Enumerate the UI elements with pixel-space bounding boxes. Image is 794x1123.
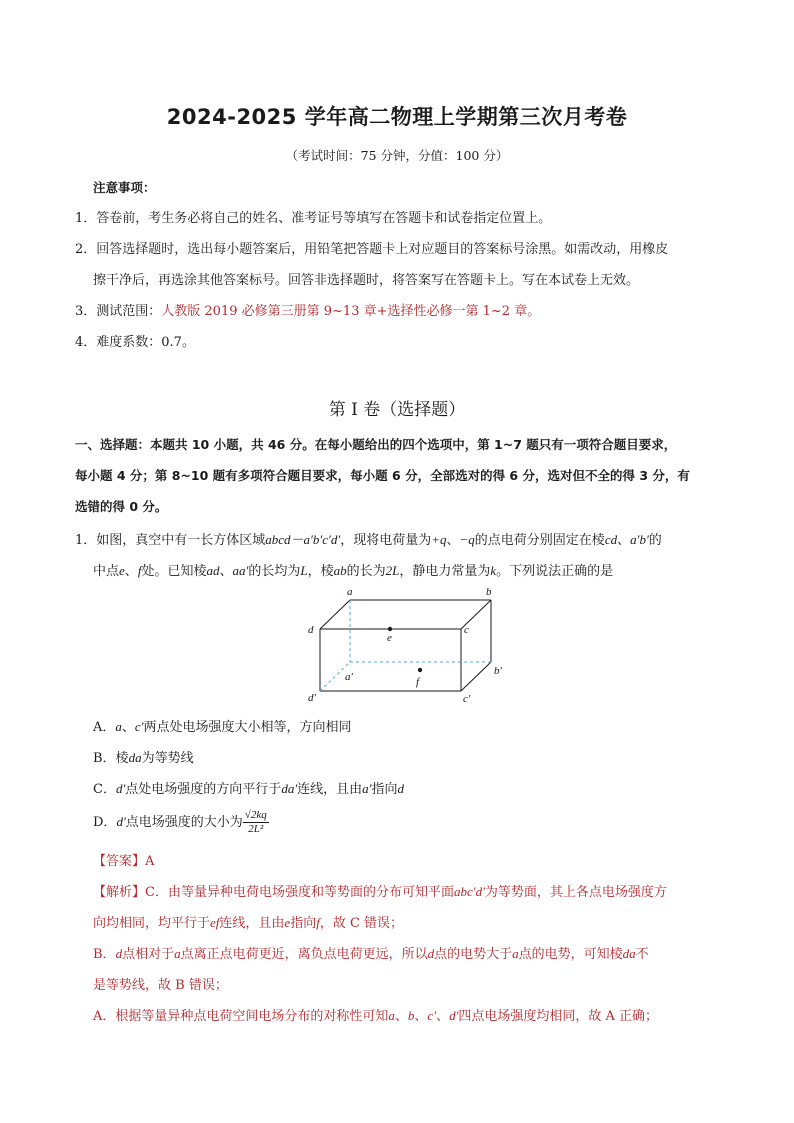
- label-d-prime: d′: [308, 692, 316, 704]
- option-text: 为等势线: [141, 751, 194, 766]
- point-e: [388, 627, 392, 631]
- label-b-prime: b′: [494, 665, 502, 677]
- analysis-var: da: [622, 946, 636, 961]
- label-e: e: [387, 632, 392, 644]
- label-b: b: [486, 586, 492, 598]
- stem-var: cd: [604, 532, 618, 547]
- stem-var: k: [490, 563, 497, 578]
- option-text: 连线，且由: [297, 782, 363, 797]
- analysis-text: 点的电势大于: [434, 947, 513, 962]
- analysis-text: 、: [436, 1009, 450, 1024]
- stem-text: 、: [617, 533, 631, 548]
- analysis-text: 向均相同，均平行于: [93, 916, 211, 931]
- stem-var: f: [137, 563, 142, 578]
- stem-var: ab: [333, 563, 347, 578]
- analysis-text: A．根据等量异种点电荷空间电场分布的对称性可知: [93, 1009, 389, 1024]
- stem-text: ，现将电荷量为: [340, 533, 432, 548]
- fraction-numerator: √2kq: [244, 809, 267, 821]
- stem-text: 的长均为: [248, 564, 301, 579]
- analysis-var: e: [284, 915, 291, 930]
- analysis-var: ef: [210, 915, 220, 930]
- stem-text: 的: [648, 533, 662, 548]
- option-var: da′: [281, 781, 298, 796]
- analysis-text: 不: [635, 947, 649, 962]
- analysis-text: 、: [414, 1009, 428, 1024]
- option-text: 两点处电场强度大小相等，方向相同: [143, 720, 352, 735]
- stem-var: −q: [459, 532, 475, 547]
- analysis-text: 、: [394, 1009, 408, 1024]
- field-strength-fraction: [243, 809, 269, 836]
- answer-line: 【答案】A: [93, 854, 155, 869]
- stem-text: ，静电力常量为: [399, 564, 491, 579]
- analysis-line-1: [93, 881, 667, 900]
- stem-var: aa′: [232, 563, 249, 578]
- analysis-text: B．: [93, 947, 116, 962]
- analysis-text: 四点电场强度均相同，故 A 正确；: [458, 1009, 659, 1024]
- exam-subtitle: （考试时间：75 分钟，分值：100 分）: [285, 148, 509, 163]
- stem-text: 。下列说法正确的是: [496, 564, 614, 579]
- stem-var: 2L: [385, 563, 400, 578]
- notice-item-2-line-2: 擦干净后，再选涂其他答案标号。回答非选择题时，将答案写在答题卡上。写在本试卷上无效。: [93, 273, 640, 288]
- notice-item-3-label: 3．测试范围：: [75, 304, 162, 319]
- option-d: [93, 807, 269, 838]
- analysis-line-3: [93, 943, 649, 962]
- instructions-line-1: 一、选择题：本题共 10 小题，共 46 分。在每小题给出的四个选项中，第 1~7 题只有一项符合题目要求，: [75, 437, 677, 452]
- analysis-text: 点离正点电荷更近，离负点电荷更远，所以: [180, 947, 428, 962]
- analysis-text: 点相对于: [122, 947, 175, 962]
- analysis-text: 连线，且由: [219, 916, 285, 931]
- analysis-var: f: [316, 915, 320, 930]
- stem-text: 中点: [93, 564, 120, 579]
- option-c-label: C．: [93, 782, 116, 797]
- option-var: d′: [116, 814, 126, 829]
- analysis-var: a: [512, 946, 519, 961]
- option-text: 点电场强度的大小为: [125, 815, 243, 830]
- analysis-text: 指向: [290, 916, 317, 931]
- option-var: d: [397, 781, 405, 796]
- stem-text: 的点电荷分别固定在棱: [474, 533, 605, 548]
- analysis-var: d: [427, 946, 435, 961]
- stem-text: 、: [124, 564, 138, 579]
- option-d-label: D．: [93, 815, 117, 830]
- notice-heading: 注意事项：: [93, 180, 156, 195]
- option-text: 指向: [371, 782, 398, 797]
- stem-var: e: [119, 563, 125, 578]
- option-b: [93, 747, 194, 766]
- analysis-text: 【解析】C．由等量异种电荷电场强度和等势面的分布可知平面: [93, 885, 454, 900]
- stem-text: ，棱: [307, 564, 334, 579]
- stem-text: 、: [219, 564, 233, 579]
- analysis-line-5: [93, 1005, 658, 1024]
- section-title: 第 I 卷（选择题）: [328, 400, 466, 420]
- label-a: a: [347, 586, 353, 598]
- notice-item-3: [75, 300, 540, 319]
- analysis-text: 点的电势，可知棱: [518, 947, 623, 962]
- point-f: [418, 668, 422, 672]
- instructions-line-2: 每小题 4 分；第 8~10 题有多项符合题目要求，每小题 6 分，全部选对的得 6 分，选对但不全的得 3 分，有: [75, 468, 690, 483]
- option-text: 、: [121, 720, 135, 735]
- label-f: f: [416, 676, 420, 688]
- analysis-text: ，故 C 错误；: [319, 916, 404, 931]
- stem-var: abcd－a′b′c′d′: [265, 532, 341, 547]
- option-var: c′: [134, 719, 144, 734]
- question-1-stem-line-1: [75, 529, 662, 548]
- analysis-var: abc′d′: [453, 884, 485, 899]
- option-c: [93, 778, 404, 797]
- analysis-var: b: [407, 1008, 415, 1023]
- fraction-denominator: 2L²: [248, 823, 264, 835]
- option-var: d′: [115, 781, 126, 796]
- notice-item-4: 4．难度系数：0.7。: [75, 335, 195, 350]
- exam-title: 2024-2025 学年高二物理上学期第三次月考卷: [166, 105, 628, 129]
- stem-var: +q: [431, 532, 447, 547]
- analysis-var: a: [174, 946, 181, 961]
- option-var: a′: [362, 781, 372, 796]
- analysis-text: 为等势面，其上各点电场强度方: [484, 885, 667, 900]
- stem-var: a′b′: [630, 532, 649, 547]
- analysis-line-4: 是等势线，故 B 错误；: [93, 978, 228, 993]
- analysis-line-2: [93, 912, 403, 931]
- analysis-var: d: [115, 946, 123, 961]
- analysis-var: d′: [449, 1008, 459, 1023]
- cuboid-figure: [300, 584, 520, 708]
- option-b-label: B．棱: [93, 751, 129, 766]
- instructions-line-3: 选错的得 0 分。: [75, 499, 168, 514]
- stem-text: 1．如图，真空中有一长方体区域: [75, 533, 266, 548]
- stem-var: ad: [206, 563, 220, 578]
- option-var: a: [115, 719, 122, 734]
- notice-item-1: 1．答卷前，考生务必将自己的姓名、准考证号等填写在答题卡和试卷指定位置上。: [75, 211, 552, 226]
- option-a-label: A．: [93, 720, 116, 735]
- option-text: 点处电场强度的方向平行于: [125, 782, 282, 797]
- option-a: [93, 716, 352, 735]
- notice-item-3-range: 人教版 2019 必修第三册第 9~13 章+选择性必修一第 1~2 章。: [161, 304, 541, 319]
- label-a-prime: a′: [345, 671, 353, 683]
- label-c: c: [464, 624, 469, 636]
- edge-da: [320, 600, 350, 629]
- stem-text: 处。已知棱: [141, 564, 207, 579]
- analysis-var: c′: [427, 1008, 437, 1023]
- stem-var: L: [300, 563, 308, 578]
- label-c-prime: c′: [463, 693, 471, 705]
- label-d: d: [308, 624, 314, 636]
- stem-text: 的长为: [346, 564, 386, 579]
- edge-c-prime-b-prime: [461, 662, 491, 691]
- analysis-var: a: [388, 1008, 395, 1023]
- option-var: da: [128, 750, 142, 765]
- question-1-stem-line-2: [93, 560, 613, 579]
- stem-text: 、: [446, 533, 460, 548]
- notice-item-2-line-1: 2．回答选择题时，选出每小题答案后，用铅笔把答题卡上对应题目的答案标号涂黑。如需改动，用橡皮: [75, 242, 669, 257]
